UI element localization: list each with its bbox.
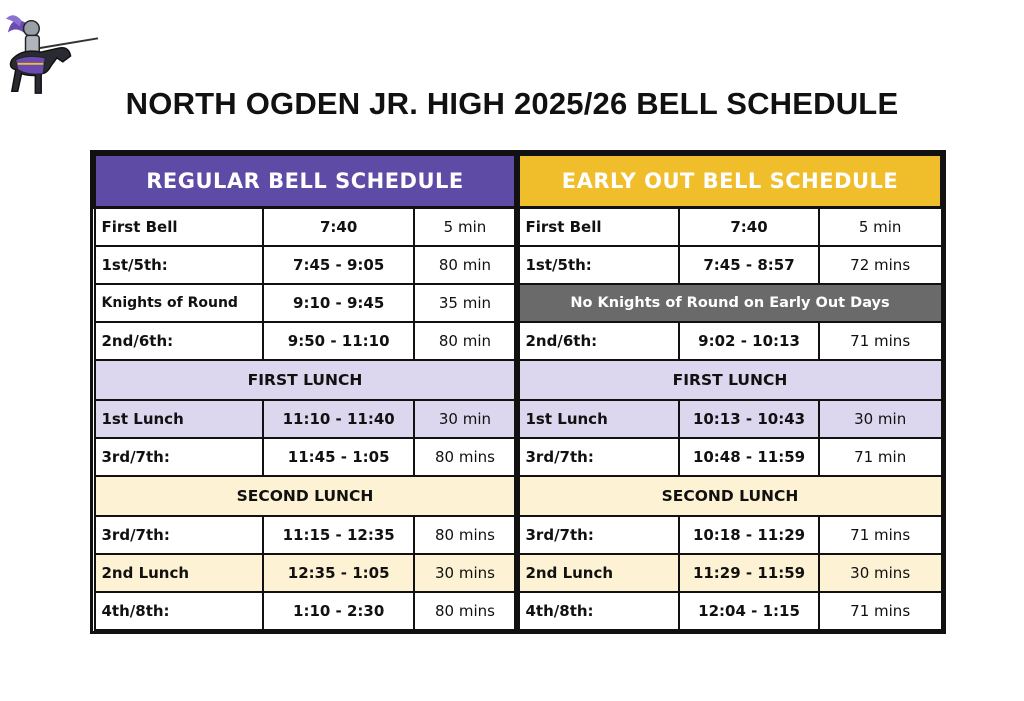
table-row xyxy=(519,516,942,554)
period-label: 3rd/7th: xyxy=(95,516,263,554)
period-duration: 71 mins xyxy=(819,322,942,360)
table-row xyxy=(95,400,516,438)
period-time: 12:04 - 1:15 xyxy=(679,592,819,630)
period-duration: 30 min xyxy=(414,400,515,438)
period-label: 1st Lunch xyxy=(95,400,263,438)
period-label: 1st/5th: xyxy=(95,246,263,284)
period-duration: 71 min xyxy=(819,438,942,476)
early-out-header: EARLY OUT BELL SCHEDULE xyxy=(519,155,942,208)
regular-header: REGULAR BELL SCHEDULE xyxy=(95,155,516,208)
period-time: 1:10 - 2:30 xyxy=(263,592,415,630)
period-label: 2nd Lunch xyxy=(95,554,263,592)
table-row xyxy=(95,516,516,554)
period-time: 11:15 - 12:35 xyxy=(263,516,415,554)
period-duration: 72 mins xyxy=(819,246,942,284)
period-duration: 80 min xyxy=(414,246,515,284)
period-label: 1st/5th: xyxy=(519,246,680,284)
no-knights-notice: No Knights of Round on Early Out Days xyxy=(519,284,942,322)
early-out-bell-schedule xyxy=(514,150,946,634)
table-row xyxy=(95,554,516,592)
period-time: 9:02 - 10:13 xyxy=(679,322,819,360)
period-duration: 30 mins xyxy=(414,554,515,592)
table-row xyxy=(519,400,942,438)
table-row xyxy=(519,592,942,630)
regular-bell-schedule xyxy=(90,150,520,634)
period-duration: 5 min xyxy=(414,208,515,247)
first-lunch-heading: FIRST LUNCH xyxy=(519,360,942,400)
period-label: 3rd/7th: xyxy=(95,438,263,476)
table-row xyxy=(95,438,516,476)
period-label: 4th/8th: xyxy=(519,592,680,630)
period-time: 7:45 - 9:05 xyxy=(263,246,415,284)
period-duration: 80 mins xyxy=(414,438,515,476)
period-time: 10:48 - 11:59 xyxy=(679,438,819,476)
table-row xyxy=(95,592,516,630)
period-duration: 80 min xyxy=(414,322,515,360)
period-time: 9:10 - 9:45 xyxy=(263,284,415,322)
period-duration: 5 min xyxy=(819,208,942,247)
table-row xyxy=(519,322,942,360)
table-row xyxy=(519,554,942,592)
period-duration: 80 mins xyxy=(414,516,515,554)
period-duration: 30 min xyxy=(819,400,942,438)
period-duration: 30 mins xyxy=(819,554,942,592)
second-lunch-heading: SECOND LUNCH xyxy=(95,476,516,516)
period-time: 10:18 - 11:29 xyxy=(679,516,819,554)
page-title: NORTH OGDEN JR. HIGH 2025/26 BELL SCHEDULE xyxy=(125,86,899,121)
period-label: 4th/8th: xyxy=(95,592,263,630)
first-lunch-heading: FIRST LUNCH xyxy=(95,360,516,400)
period-duration: 71 mins xyxy=(819,592,942,630)
table-row xyxy=(519,438,942,476)
table-row xyxy=(519,246,942,284)
period-label: 3rd/7th: xyxy=(519,516,680,554)
period-label: 3rd/7th: xyxy=(519,438,680,476)
period-time: 7:40 xyxy=(679,208,819,247)
period-label: 2nd/6th: xyxy=(95,322,263,360)
period-label: First Bell xyxy=(519,208,680,247)
second-lunch-heading: SECOND LUNCH xyxy=(519,476,942,516)
table-row xyxy=(95,208,516,247)
table-row xyxy=(95,284,516,322)
period-time: 10:13 - 10:43 xyxy=(679,400,819,438)
period-label: Knights of Round xyxy=(95,284,263,322)
period-time: 11:10 - 11:40 xyxy=(263,400,415,438)
period-duration: 71 mins xyxy=(819,516,942,554)
table-row xyxy=(95,246,516,284)
period-duration: 35 min xyxy=(414,284,515,322)
period-time: 7:40 xyxy=(263,208,415,247)
table-row xyxy=(95,322,516,360)
period-time: 12:35 - 1:05 xyxy=(263,554,415,592)
period-label: 2nd Lunch xyxy=(519,554,680,592)
period-time: 11:29 - 11:59 xyxy=(679,554,819,592)
period-label: 2nd/6th: xyxy=(519,322,680,360)
period-label: 1st Lunch xyxy=(519,400,680,438)
period-label: First Bell xyxy=(95,208,263,247)
period-time: 9:50 - 11:10 xyxy=(263,322,415,360)
table-row xyxy=(519,208,942,247)
period-duration: 80 mins xyxy=(414,592,515,630)
period-time: 11:45 - 1:05 xyxy=(263,438,415,476)
period-time: 7:45 - 8:57 xyxy=(679,246,819,284)
